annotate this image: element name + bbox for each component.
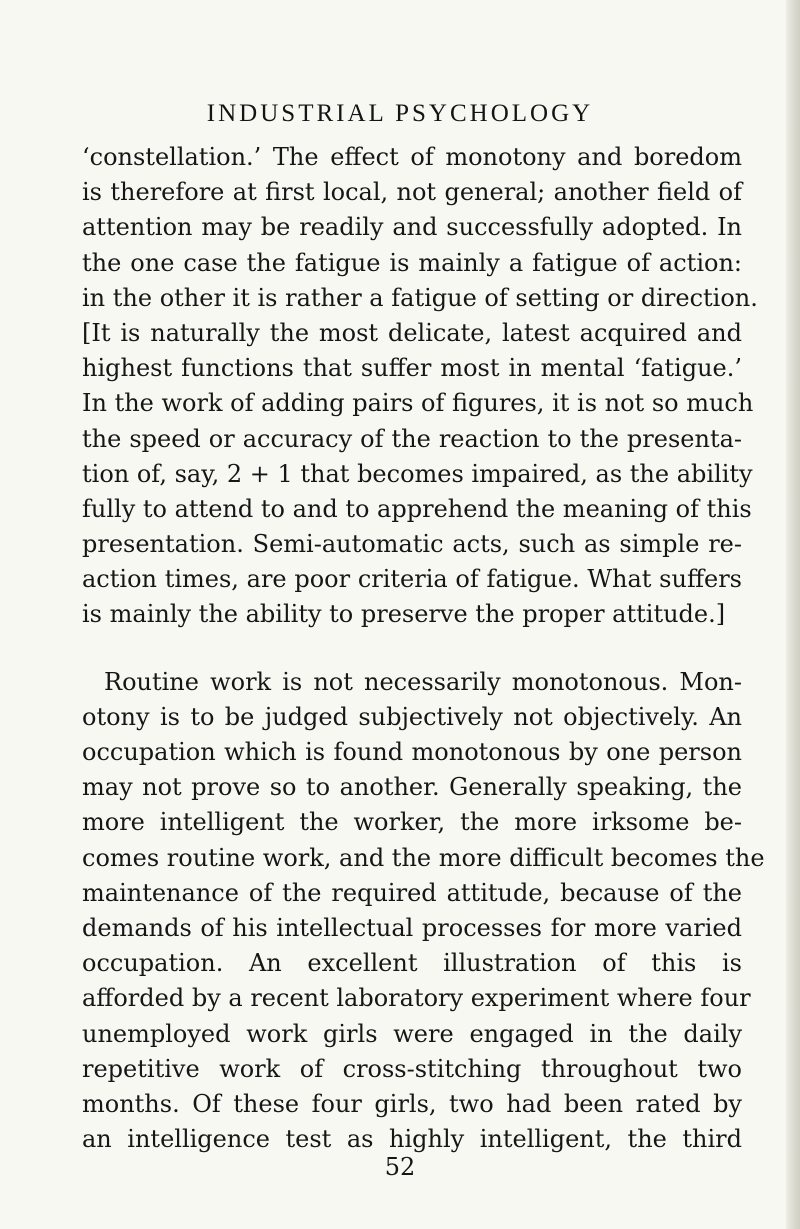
text-line: months. Of these four girls, two had been rated by	[82, 1089, 742, 1118]
text-line: the speed or accuracy of the reaction to the presenta-	[82, 424, 742, 453]
text-line: demands of his intellectual processes for more varied	[82, 913, 742, 942]
text-line: unemployed work girls were engaged in the daily	[82, 1019, 742, 1048]
text-line: repetitive work of cross-stitching throughout two	[82, 1054, 742, 1083]
text-line: afforded by a recent laboratory experiment where four	[82, 984, 751, 1013]
text-line: Routine work is not necessarily monotonous. Mon-	[104, 667, 742, 696]
text-line: may not prove so to another. Generally speaking, the	[82, 773, 742, 802]
text-line: action times, are poor criteria of fatigue. What suffers	[82, 565, 742, 594]
paragraph-2	[82, 665, 765, 1158]
text-line: in the other it is rather a fatigue of setting or direction.	[82, 283, 758, 312]
text-line: occupation. An excellent illustration of this is	[82, 949, 742, 978]
text-line: ‘constellation.’ The effect of monotony and boredom	[82, 143, 742, 171]
text-line: In the work of adding pairs of figures, it is not so much	[82, 389, 754, 418]
text-line: occupation which is found monotonous by one person	[82, 738, 742, 766]
text-line: the one case the fatigue is mainly a fatigue of action:	[82, 248, 742, 277]
text-line: maintenance of the required attitude, because of the	[82, 878, 742, 907]
text-line: fully to attend to and to apprehend the meaning of this	[82, 494, 752, 523]
text-line: highest functions that suffer most in mental ‘fatigue.’	[82, 354, 742, 383]
text-line: otony is to be judged subjectively not objectively. An	[82, 702, 742, 731]
running-title: INDUSTRIAL PSYCHOLOGY	[206, 100, 594, 127]
text-line: tion of, say, 2 + 1 that becomes impaired, as the ability	[82, 459, 753, 488]
text-line: presentation. Semi-automatic acts, such as simple re-	[82, 530, 742, 559]
text-line: is therefore at first local, not general; another field of	[82, 178, 742, 207]
paragraph-gap	[82, 633, 742, 665]
paragraph-1	[82, 140, 758, 633]
page-edge-shadow	[786, 0, 800, 1229]
text-line: comes routine work, and the more difficult becomes the	[82, 843, 765, 872]
text-line: an intelligence test as highly intelligent, the third	[82, 1125, 742, 1154]
text-line: is mainly the ability to preserve the proper attitude.]	[82, 600, 726, 629]
text-line: more intelligent the worker, the more irksome be-	[82, 808, 742, 837]
body-text	[82, 140, 765, 1157]
page-number: 52	[384, 1153, 416, 1181]
text-line: attention may be readily and successfully adopted. In	[82, 213, 742, 242]
text-line: [It is naturally the most delicate, latest acquired and	[82, 318, 742, 347]
